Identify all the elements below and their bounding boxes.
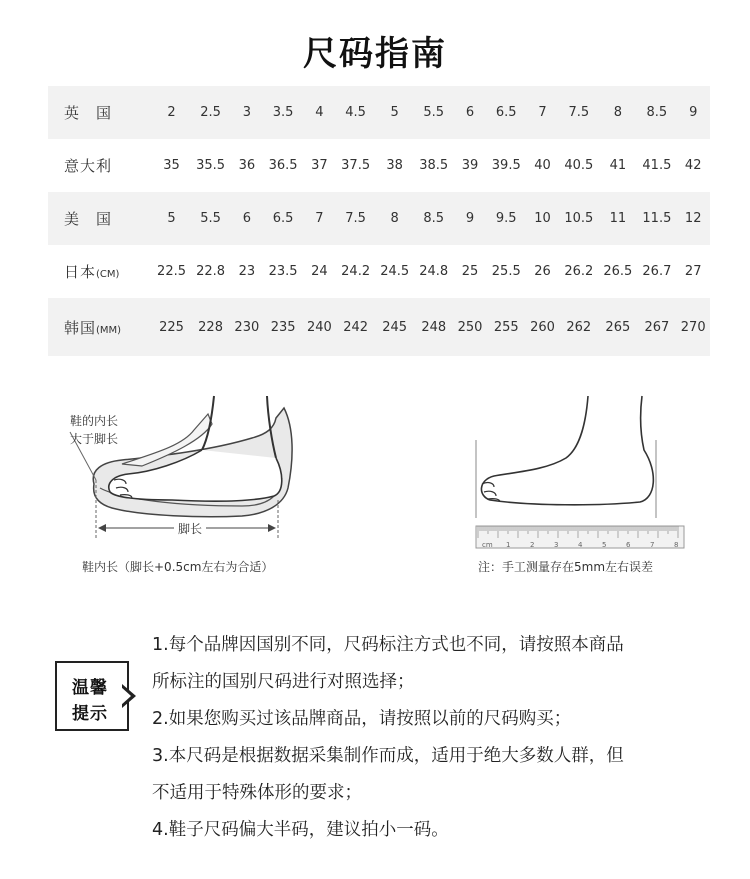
size-cell: 23 <box>238 264 256 279</box>
size-cell: 38 <box>386 158 403 173</box>
size-cell: 260 <box>530 319 555 335</box>
size-row <box>48 139 710 192</box>
size-cell: 23.5 <box>268 264 298 279</box>
size-cell: 250 <box>457 319 483 335</box>
size-cell: 6.5 <box>495 105 517 120</box>
size-cell: 26.7 <box>642 264 672 279</box>
size-cell: 262 <box>566 319 592 335</box>
tip-line: 4.鞋子尺码偏大半码，建议拍小一码。 <box>152 820 449 840</box>
size-cell: 36.5 <box>268 158 298 173</box>
size-unit: (CM) <box>96 269 120 280</box>
tips-list <box>152 627 722 849</box>
size-cell: 22.8 <box>196 264 226 279</box>
size-cell: 5 <box>390 105 399 120</box>
tip-line: 2.如果您购买过该品牌商品，请按照以前的尺码购买； <box>152 709 572 729</box>
shoe-length-note-2: 大于脚长 <box>70 432 119 446</box>
size-row-label <box>48 139 152 192</box>
size-cell: 3 <box>242 105 251 120</box>
tip-line: 不适用于特殊体形的要求； <box>152 783 362 803</box>
size-cell: 7 <box>538 105 547 120</box>
size-cell: 3.5 <box>272 105 294 120</box>
page-title: 尺码指南 <box>303 34 447 74</box>
size-table-body <box>48 86 710 356</box>
foot-measure-illustration <box>470 392 690 552</box>
size-cell: 248 <box>421 319 447 335</box>
size-cell: 242 <box>343 319 369 335</box>
size-cell: 9 <box>465 211 475 226</box>
size-cell: 8.5 <box>423 211 445 226</box>
ruler-label: 6 <box>626 541 631 549</box>
size-cell: 10.5 <box>564 211 594 226</box>
tips-badge <box>55 661 129 731</box>
size-cell: 41.5 <box>642 158 672 173</box>
size-cell: 24.8 <box>419 264 449 279</box>
size-cell: 36 <box>238 158 256 173</box>
size-cell: 4.5 <box>345 105 366 120</box>
size-row-label <box>48 298 152 356</box>
size-region: 韩国 <box>64 318 97 337</box>
size-cell: 8 <box>613 105 622 120</box>
size-cell: 265 <box>605 319 631 335</box>
size-cell: 39 <box>461 158 479 173</box>
tip-line: 1.每个品牌因国别不同，尺码标注方式也不同，请按照本商品 <box>152 635 624 655</box>
size-region: 日本 <box>64 263 97 281</box>
size-row <box>48 86 710 139</box>
size-cell: 270 <box>680 319 706 335</box>
ruler-label: 5 <box>602 541 607 549</box>
size-cell: 245 <box>382 319 408 335</box>
size-cell: 24 <box>311 264 328 279</box>
ruler-label: cm <box>482 541 493 549</box>
size-row-label <box>48 192 152 245</box>
size-cell: 41 <box>609 158 627 173</box>
size-cell: 2 <box>167 105 176 120</box>
size-cell: 26.2 <box>564 264 594 279</box>
size-row <box>48 192 710 245</box>
size-cell: 235 <box>270 319 296 335</box>
size-cell: 37 <box>311 158 328 173</box>
size-cell: 10 <box>534 211 551 226</box>
size-cell: 9 <box>689 105 698 120</box>
ruler-label: 1 <box>506 541 511 549</box>
size-cell: 230 <box>234 319 260 335</box>
size-cell: 40 <box>534 158 551 173</box>
size-cell: 5.5 <box>200 211 221 226</box>
size-cell: 27 <box>684 264 702 279</box>
size-region: 美 国 <box>64 210 113 228</box>
size-cell: 11.5 <box>642 211 672 226</box>
size-cell: 9.5 <box>495 211 517 226</box>
size-cell: 35 <box>163 158 180 173</box>
foot-on-ruler-drawing <box>470 392 690 552</box>
size-cell: 26.5 <box>603 264 633 279</box>
size-cell: 5 <box>167 211 176 226</box>
size-cell: 6.5 <box>272 211 294 226</box>
size-cell: 8 <box>390 211 399 226</box>
size-row <box>48 298 710 356</box>
size-cell: 26 <box>534 264 551 279</box>
size-unit: (MM) <box>96 324 122 336</box>
size-table <box>48 86 710 356</box>
size-cell: 42 <box>684 158 702 173</box>
ruler-label: 8 <box>674 541 679 549</box>
size-cell: 7.5 <box>345 211 366 226</box>
size-cell: 6 <box>242 211 251 226</box>
size-cell: 25 <box>461 264 479 279</box>
size-cell: 2.5 <box>200 105 221 120</box>
size-cell: 225 <box>159 319 184 335</box>
tips-badge-line1: 温馨 <box>72 678 108 698</box>
size-cell: 5.5 <box>423 105 445 120</box>
size-cell: 7 <box>315 211 324 226</box>
measure-caption: 注：手工测量存在5mm左右误差 <box>478 560 654 574</box>
size-cell: 11 <box>609 211 627 226</box>
size-cell: 8.5 <box>646 105 668 120</box>
size-cell: 25.5 <box>491 264 521 279</box>
ruler-label: 4 <box>578 541 583 549</box>
size-cell: 39.5 <box>491 158 521 173</box>
ruler-label: 2 <box>530 541 535 549</box>
size-region: 英 国 <box>64 104 113 122</box>
size-cell: 35.5 <box>196 158 226 173</box>
tip-line: 3.本尺码是根据数据采集制作而成，适用于绝大多数人群，但 <box>152 746 624 766</box>
size-cell: 255 <box>493 319 519 335</box>
size-cell: 24.5 <box>380 264 410 279</box>
size-cell: 267 <box>644 319 670 335</box>
size-cell: 240 <box>306 319 332 335</box>
size-row <box>48 245 710 298</box>
size-row-label <box>48 245 152 298</box>
size-cell: 38.5 <box>419 158 449 173</box>
size-cell: 37.5 <box>341 158 371 173</box>
size-cell: 24.2 <box>341 264 371 279</box>
size-cell: 4 <box>315 105 324 120</box>
size-cell: 22.5 <box>157 264 186 279</box>
size-row-label <box>48 86 152 139</box>
tips-badge-line2: 提示 <box>72 704 108 724</box>
size-cell: 6 <box>465 105 475 120</box>
size-cell: 7.5 <box>568 105 590 120</box>
size-region: 意大利 <box>64 157 113 175</box>
size-cell: 40.5 <box>564 158 594 173</box>
ruler-label: 3 <box>554 541 559 549</box>
size-cell: 12 <box>684 211 702 226</box>
size-cell: 228 <box>198 319 223 335</box>
tips-badge-arrow-inner <box>121 687 131 705</box>
foot-length-label: 脚长 <box>174 520 206 537</box>
tip-line: 所标注的国别尺码进行对照选择； <box>152 672 415 692</box>
ruler-label: 7 <box>650 541 655 549</box>
shoe-length-note: 鞋的内长 <box>70 414 119 428</box>
shoe-fit-caption: 鞋内长（脚长+0.5cm左右为合适） <box>82 560 274 574</box>
